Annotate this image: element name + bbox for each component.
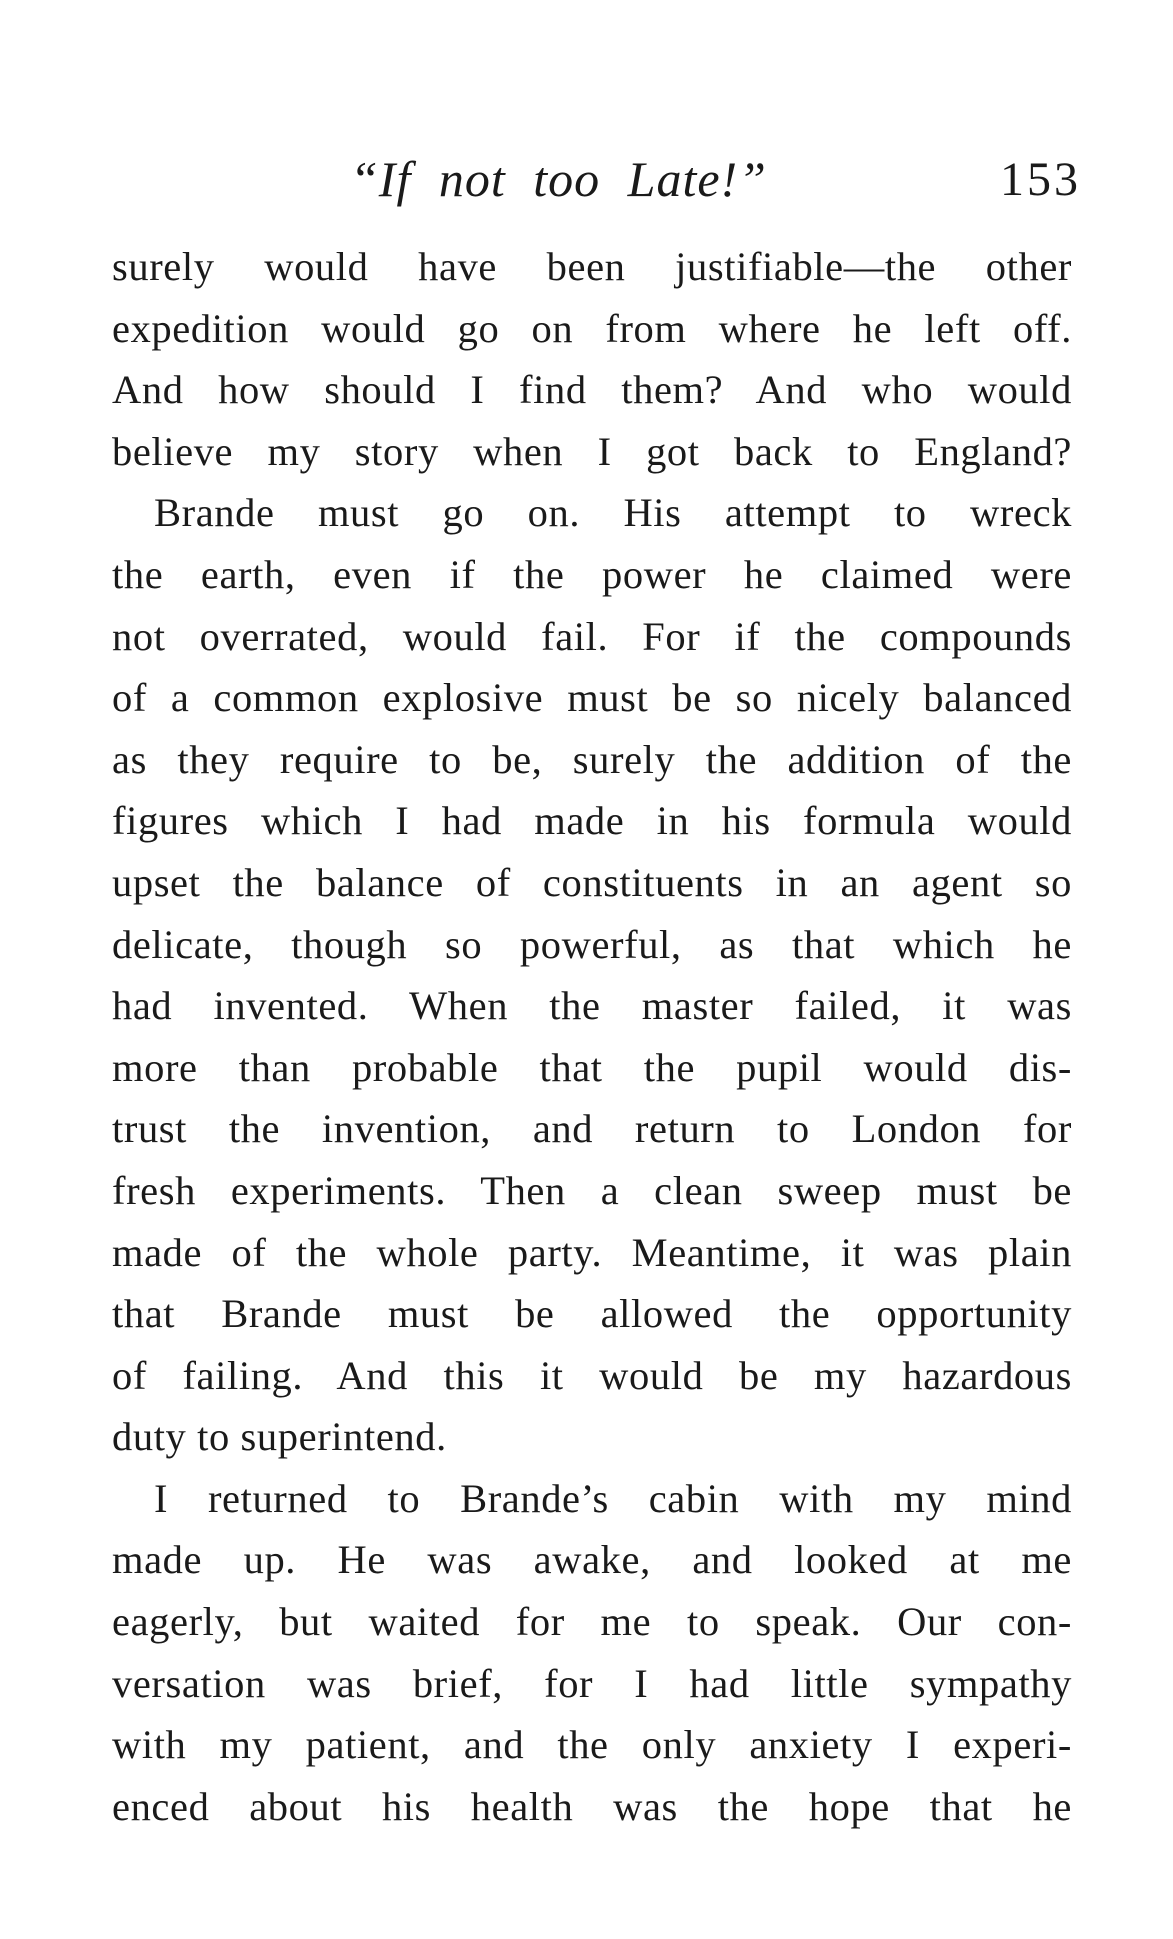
text-line: as they require to be, surely the addition of the xyxy=(112,736,1072,782)
text-line: versation was brief, for I had little sympathy xyxy=(112,1660,1072,1706)
text-line: expedition would go on from where he left off. xyxy=(112,305,1072,351)
text-line: not overrated, would fail. For if the compounds xyxy=(112,613,1072,659)
paragraph-2 xyxy=(112,482,1072,1468)
text-line: made of the whole party. Meantime, it was plain xyxy=(112,1229,1072,1275)
text-line: believe my story when I got back to England? xyxy=(112,428,1072,474)
text-line: figures which I had made in his formula would xyxy=(112,798,1072,844)
text-line: that Brande must be allowed the opportunity xyxy=(112,1291,1072,1337)
text-line: surely would have been justifiable—the other xyxy=(112,244,1072,289)
text-line: more than probable that the pupil would dis- xyxy=(112,1044,1072,1090)
text-line: the earth, even if the power he claimed were xyxy=(112,551,1072,597)
page-header xyxy=(0,150,1173,220)
text-line: upset the balance of constituents in an agent so xyxy=(112,859,1072,905)
text-line: made up. He was awake, and looked at me xyxy=(112,1537,1072,1583)
text-line: delicate, though so powerful, as that which he xyxy=(112,921,1072,967)
text-line: eagerly, but waited for me to speak. Our con- xyxy=(112,1599,1072,1645)
text-line: trust the invention, and return to London for xyxy=(112,1106,1072,1152)
paragraph-3 xyxy=(112,1468,1072,1838)
body-text xyxy=(112,236,1072,1837)
running-title: “If not too Late!” xyxy=(350,151,767,207)
text-line: of failing. And this it would be my hazardous xyxy=(112,1352,1072,1398)
text-line: I returned to Brande’s cabin with my mind xyxy=(154,1475,1072,1521)
page-number: 153 xyxy=(1000,153,1081,206)
text-line: And how should I find them? And who would xyxy=(112,367,1072,413)
text-line: had invented. When the master failed, it was xyxy=(112,983,1072,1029)
text-line: enced about his health was the hope that he xyxy=(112,1783,1072,1829)
paragraph-1 xyxy=(112,236,1072,482)
text-line: duty to superintend. xyxy=(112,1414,447,1460)
text-line: fresh experiments. Then a clean sweep must be xyxy=(112,1167,1072,1213)
text-line: Brande must go on. His attempt to wreck xyxy=(154,490,1072,536)
text-line: with my patient, and the only anxiety I experi- xyxy=(112,1722,1072,1768)
text-line: of a common explosive must be so nicely balanced xyxy=(112,675,1072,721)
